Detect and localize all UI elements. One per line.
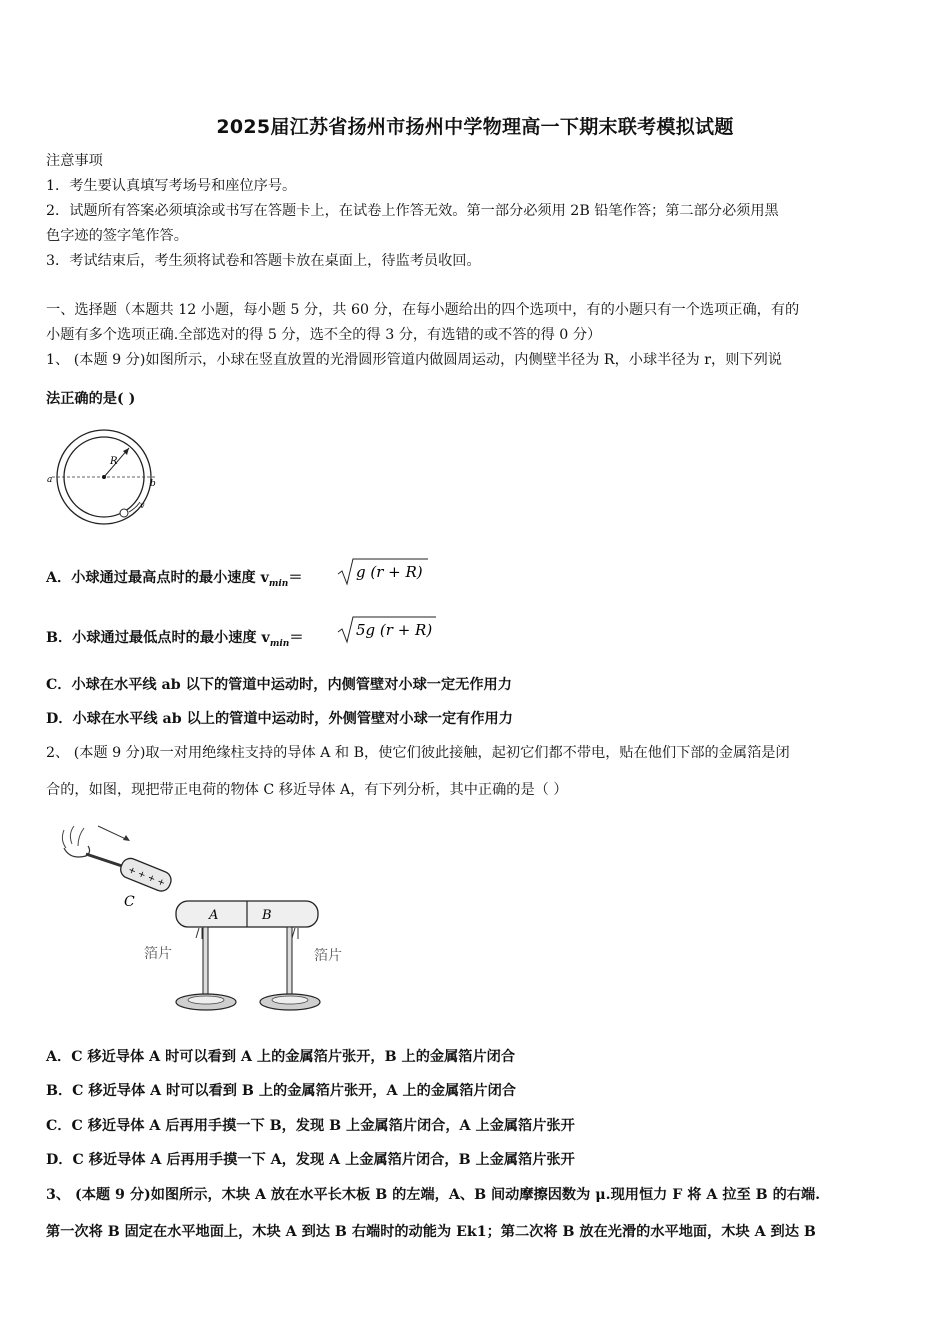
notice-item-2: 2．试题所有答案必须填涂或书写在答题卡上，在试卷上作答无效。第一部分必须用 2B 铅笔作答；第二部分必须用黑	[46, 203, 779, 219]
notice-item-3: 3．考试结束后，考生须将试卷和答题卡放在桌面上，待监考员收回。	[46, 253, 481, 269]
insulating-rod	[86, 854, 122, 866]
foil-right	[292, 928, 298, 939]
radicand: g (r + R)	[356, 563, 423, 581]
q1-option-c[interactable]: C．小球在水平线 ab 以下的管道中运动时，内侧管壁对小球一定无作用力	[46, 677, 512, 693]
label-v: v	[140, 501, 145, 510]
notice-item-2-cont: 色字迹的签字笔作答。	[46, 228, 188, 244]
q3-stem-line1: 3、 (本题 9 分)如图所示，木块 A 放在水平长木板 B 的左端，A、B 间动摩擦因数为 μ.现用恒力 F 将 A 拉至 B 的右端.	[46, 1187, 821, 1203]
q1-option-b[interactable]: B．小球通过最低点时的最小速度 $v_{min}=$	[46, 630, 304, 649]
svg-text:+ + + +: + + + +	[126, 865, 167, 890]
q2-option-b[interactable]: B．C 移近导体 A 时可以看到 B 上的金属箔片张开，A 上的金属箔片闭合	[46, 1083, 516, 1099]
q1-option-d[interactable]: D．小球在水平线 ab 以上的管道中运动时，外侧管壁对小球一定有作用力	[46, 711, 513, 727]
radicand: 5g (r + R)	[356, 621, 433, 639]
label-foil-right: 箔片	[314, 948, 342, 964]
q1-option-b-radical	[336, 614, 442, 646]
stand-right	[287, 927, 292, 999]
label-a: a	[47, 475, 53, 485]
label-a: A	[209, 908, 219, 923]
q2-option-c[interactable]: C．C 移近导体 A 后再用手摸一下 B，发现 B 上金属箔片闭合，A 上金属箔片张开	[46, 1118, 575, 1134]
q1-option-a-radical	[336, 556, 432, 588]
label-b: B	[262, 908, 272, 923]
q2-stem-line1: 2、 (本题 9 分)取一对用绝缘柱支持的导体 A 和 B，使它们彼此接触，起初它们都不带电，贴在他们下部的金属箔是闭	[46, 745, 790, 761]
q1-option-a[interactable]: A．小球通过最高点时的最小速度 $v_{min}=$	[46, 570, 303, 589]
q1-stem-line2: 法正确的是( )	[46, 391, 136, 407]
q1-circular-tube-figure	[44, 424, 164, 534]
label-c: C	[124, 894, 135, 910]
hand-sketch	[62, 826, 84, 848]
section-heading-line1: 一、选择题（本题共 12 小题，每小题 5 分，共 60 分，在每小题给出的四个选项中，有的小题只有一个选项正确，有的	[46, 302, 800, 318]
page-title: 2025届江苏省扬州市扬州中学物理高一下期末联考模拟试题	[216, 116, 734, 138]
label-R: R	[110, 456, 118, 467]
q1-stem-line1: 1、 (本题 9 分)如图所示，小球在竖直放置的光滑圆形管道内做圆周运动，内侧壁半径为 R，小球半径为 r，则下列说	[46, 352, 782, 368]
notice-heading: 注意事项	[46, 153, 103, 169]
section-heading-line2: 小题有多个选项正确.全部选对的得 5 分，选不全的得 3 分，有选错的或不答的得 0 分）	[46, 327, 602, 343]
q2-option-d[interactable]: D．C 移近导体 A 后再用手摸一下 A，发现 A 上金属箔片闭合，B 上金属箔片张开	[46, 1152, 575, 1168]
small-ball	[120, 509, 128, 517]
stand-left	[203, 927, 208, 999]
motion-arrow	[98, 826, 128, 840]
label-b: b	[150, 479, 156, 489]
charged-body-c	[118, 856, 174, 894]
q2-conductors-figure	[56, 818, 366, 1020]
base-left-top	[188, 996, 224, 1004]
q2-option-a[interactable]: A．C 移近导体 A 时可以看到 A 上的金属箔片张开，B 上的金属箔片闭合	[46, 1049, 516, 1065]
q3-stem-line2: 第一次将 B 固定在水平地面上，木块 A 到达 B 右端时的动能为 Ek1；第二次将 B 放在光滑的水平地面，木块 A 到达 B	[46, 1224, 816, 1240]
label-foil-left: 箔片	[144, 946, 172, 962]
q2-stem-line2: 合的，如图，现把带正电荷的物体 C 移近导体 A，有下列分析，其中正确的是（ ）	[46, 782, 568, 798]
base-right-top	[272, 996, 308, 1004]
notice-item-1: 1．考生要认真填写考场号和座位序号。	[46, 178, 297, 194]
foil-left	[196, 928, 202, 939]
